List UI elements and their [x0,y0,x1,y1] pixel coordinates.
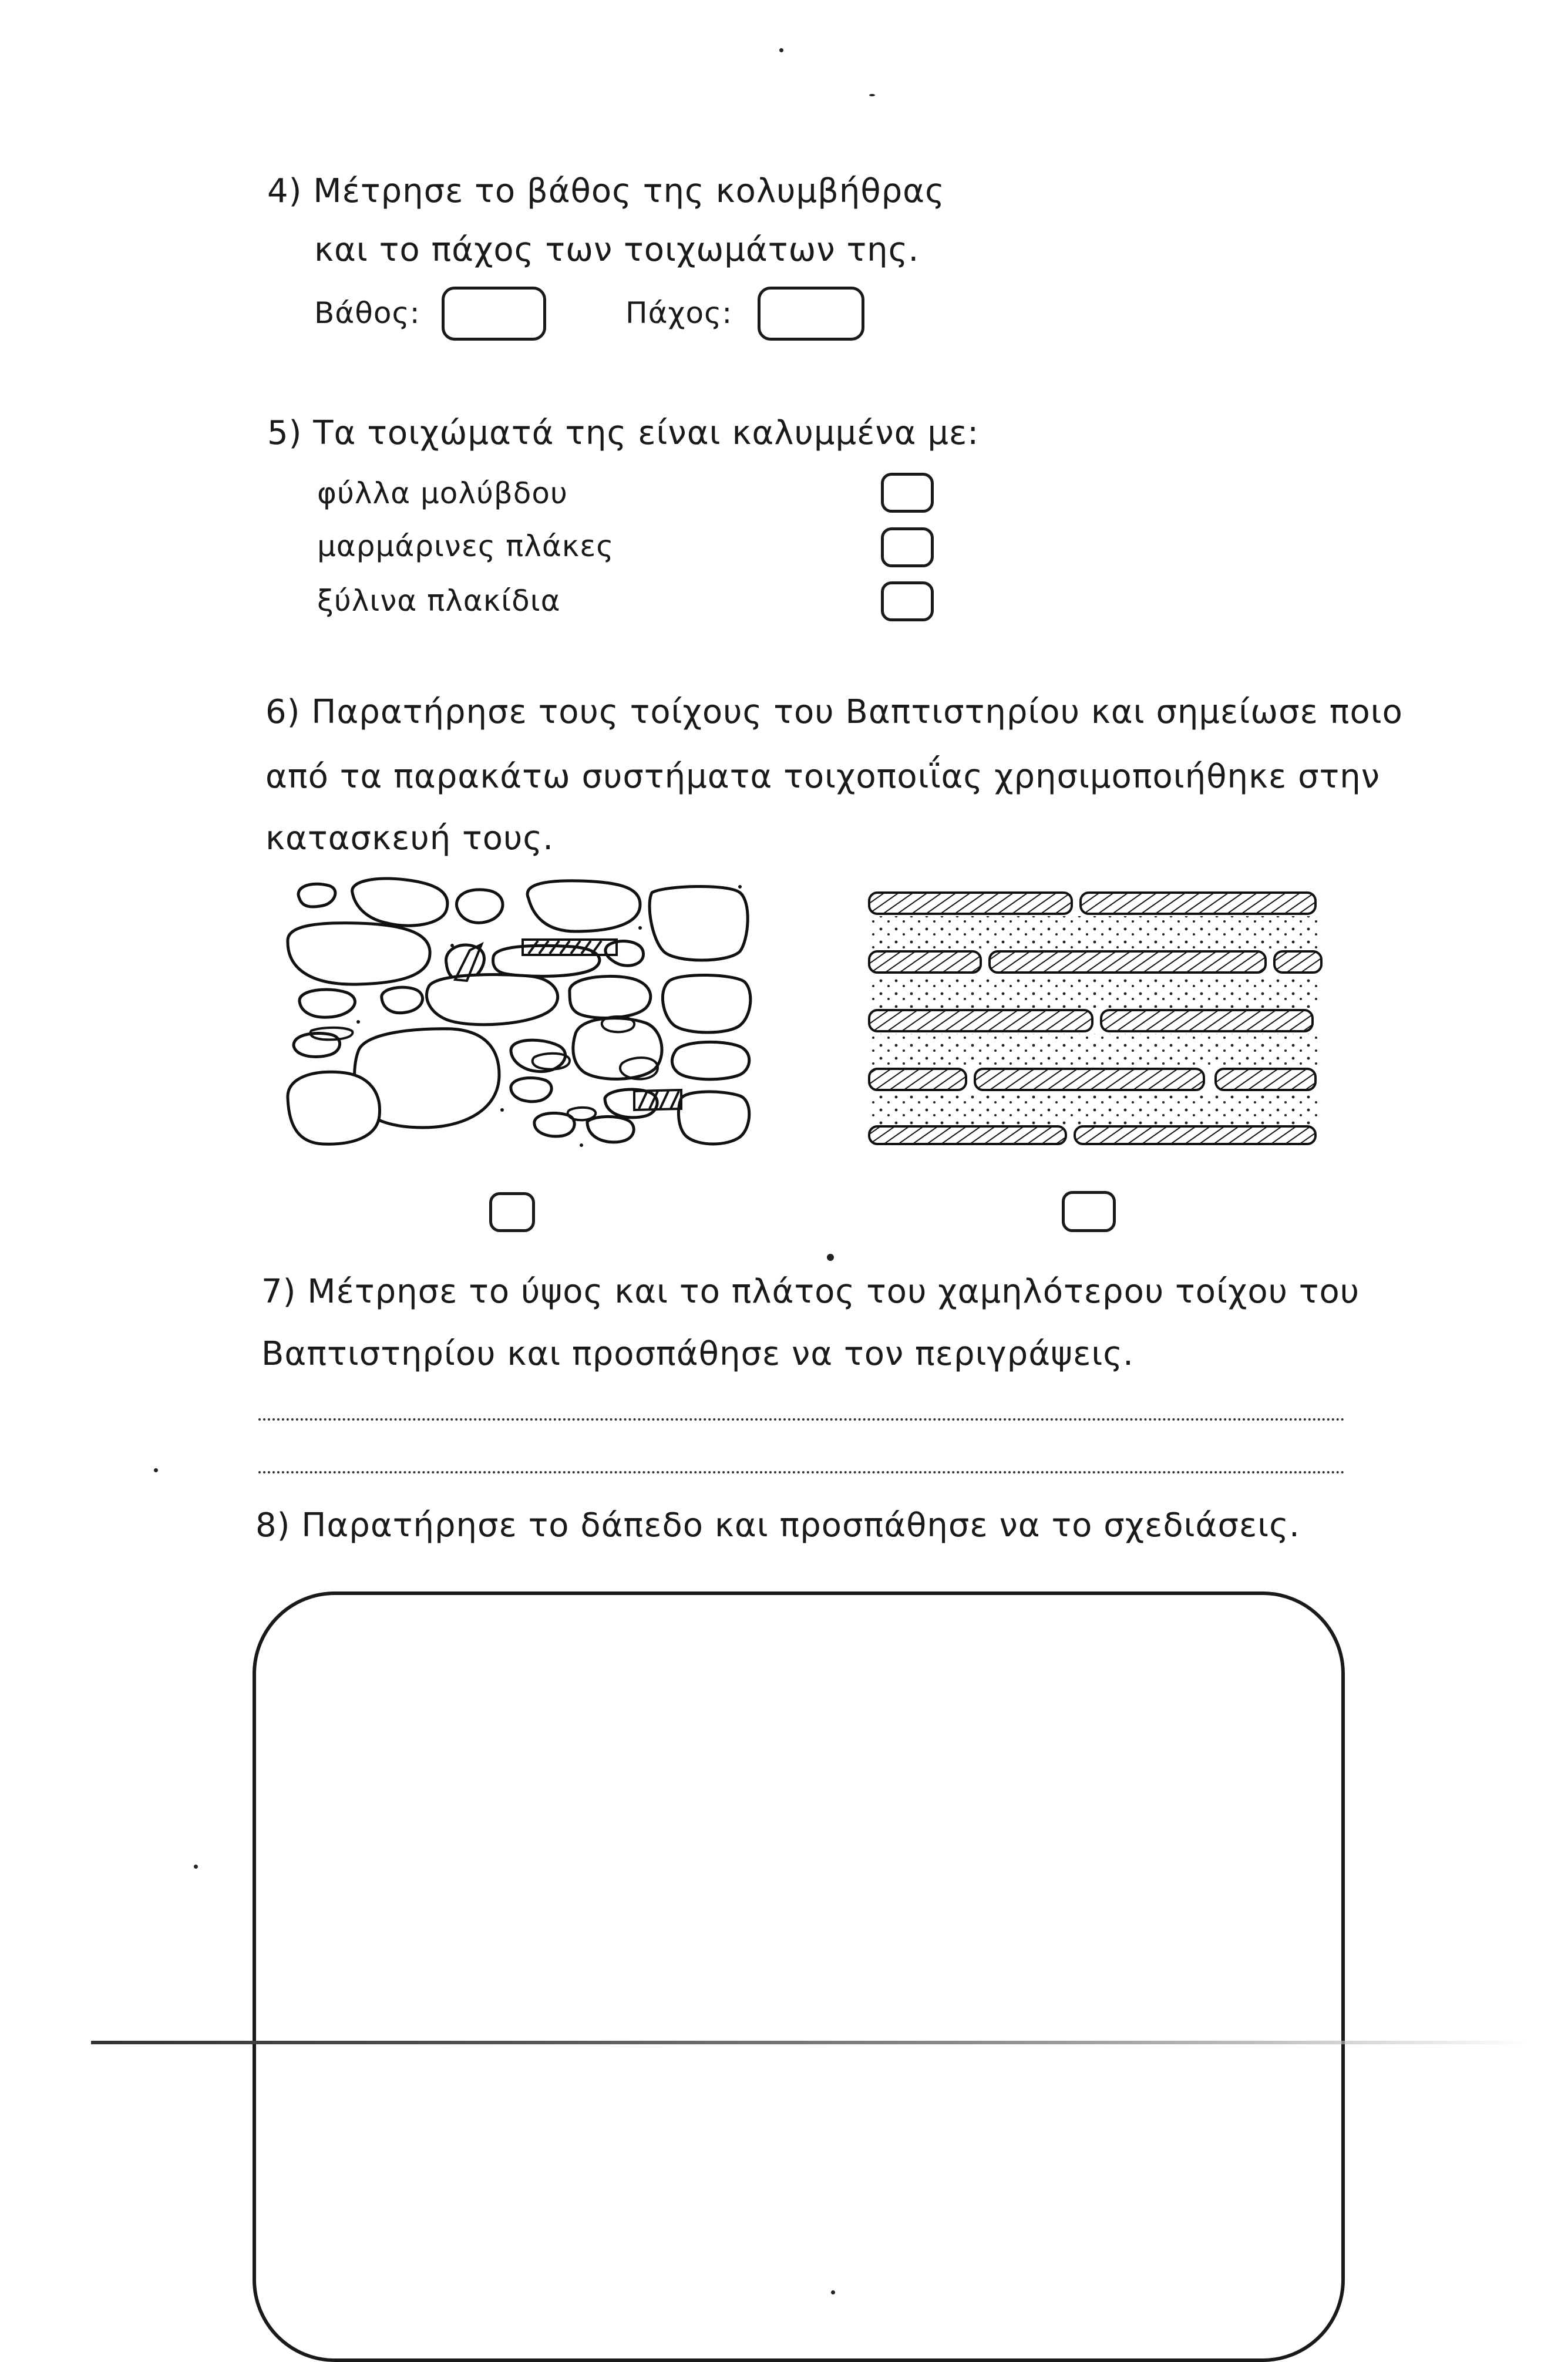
q5-title: 5) Τα τοιχώματά της είναι καλυμμένα με: [267,414,980,452]
q4-line2: και το πάχος των τοιχωμάτων της. [314,231,920,269]
q6-line2: από τα παρακάτω συστήματα τοιχοποιΐας χρησιμοποιήθηκε στην [265,758,1381,796]
stone [511,1078,551,1101]
q4-thickness-label: Πάχος: [625,296,733,330]
q4-thickness-box[interactable] [758,287,864,341]
q5-checkbox-wood[interactable] [881,581,934,621]
brick [1081,893,1315,914]
stone [300,990,355,1017]
brick [869,1069,966,1090]
q8-drawing-area[interactable] [253,1592,1345,2362]
q4-depth-box[interactable] [442,287,546,341]
stone [298,884,335,907]
stone [294,1033,340,1056]
speck [450,944,454,947]
stone [573,1018,662,1079]
scan-speck [154,1468,158,1472]
q7-answer-line-1[interactable] [258,1418,1345,1421]
stone [382,987,423,1013]
stone [456,890,503,923]
brick [990,951,1266,973]
hatched-stone [568,1108,595,1120]
brick [1216,1069,1315,1090]
q6-line1: 6) Παρατήρησε τους τοίχους του Βαπτιστηρίου και σημείωσε ποιο [265,693,1403,731]
q7-line2: Βαπτιστηρίου και προσπάθησε να τον περιγράψεις. [261,1335,1134,1373]
q5-option-marble: μαρμάρινες πλάκες [317,529,614,563]
stone [662,975,750,1032]
q6-coursed-checkbox[interactable] [1062,1191,1116,1232]
brick [869,893,1072,914]
stone [605,1089,657,1118]
q7-answer-line-2[interactable] [258,1471,1345,1473]
stone [527,881,640,931]
q6-rubble-checkbox[interactable] [489,1192,535,1232]
brick [869,1126,1066,1144]
scan-speck [869,94,875,96]
q4-depth-label: Βάθος: [314,296,420,330]
brick [869,1010,1092,1031]
stone [288,923,430,984]
speck [638,926,642,930]
q5-option-lead: φύλλα μολύβδου [317,476,568,510]
stone [672,1042,749,1079]
speck [580,1143,583,1147]
q4-line1: 4) Μέτρησε το βάθος της κολυμβήθρας [267,172,945,210]
brick [1274,951,1321,973]
brick [1075,1126,1315,1144]
stone [605,941,644,966]
scan-speck [831,2290,835,2294]
rubble-masonry-illustration [276,875,758,1157]
brick [975,1069,1204,1090]
scan-bottom-streak [91,2041,1530,2044]
stone [587,1116,634,1142]
brick [1101,1010,1313,1031]
coursed-masonry-illustration [863,887,1327,1145]
stone [288,1072,380,1144]
stone [678,1092,749,1144]
q7-line1: 7) Μέτρησε το ύψος και το πλάτος του χαμηλότερου τοίχου του [261,1273,1360,1311]
scan-speck [779,48,783,52]
scan-speck [194,1865,198,1869]
speck [738,885,742,889]
scan-speck [827,1254,834,1261]
stone [427,974,558,1024]
speck [356,1020,360,1024]
q5-checkbox-marble[interactable] [881,527,934,567]
q6-line3: κατασκευή τους. [265,819,554,857]
speck [500,1108,504,1112]
stone [352,879,447,926]
stone [570,976,651,1018]
stone [650,886,748,960]
brick [869,951,981,973]
q8-line1: 8) Παρατήρησε το δάπεδο και προσπάθησε να το σχεδιάσεις. [255,1506,1300,1545]
q5-checkbox-lead[interactable] [881,473,934,513]
q5-option-wood: ξύλινα πλακίδια [317,584,561,618]
